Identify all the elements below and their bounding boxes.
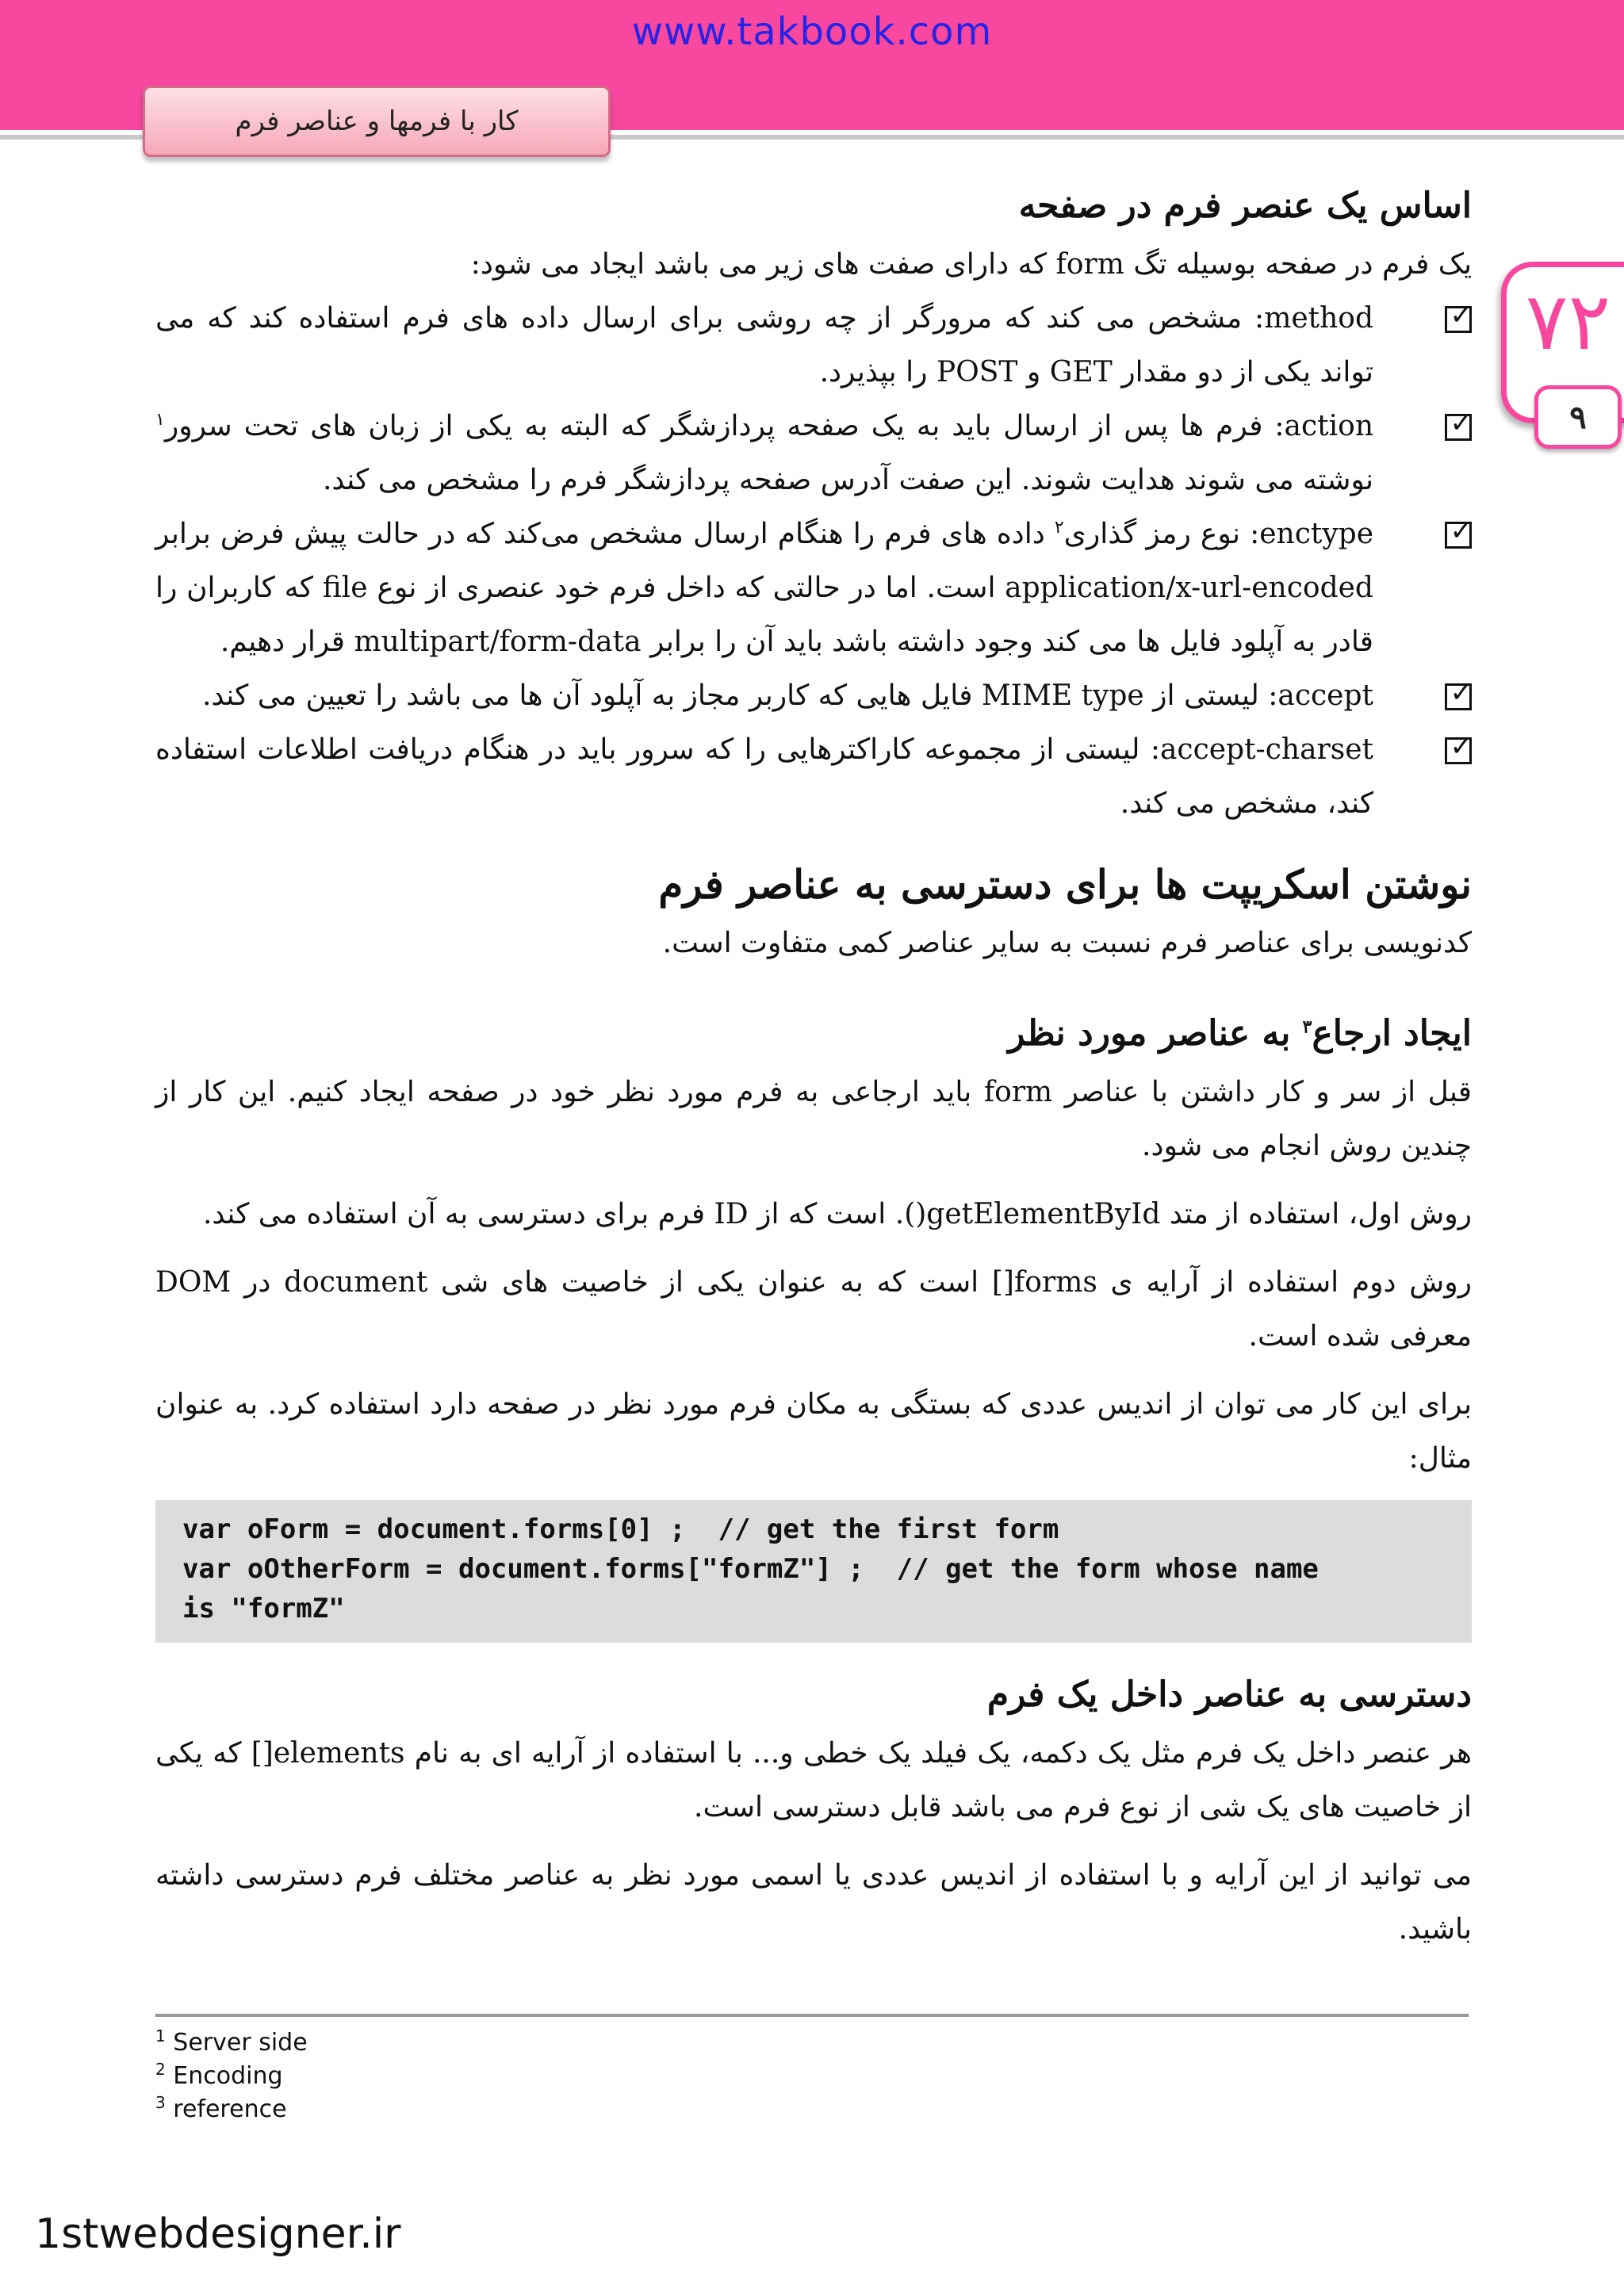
list-item-text: action: فرم ها پس از ارسال باید به یک صفحه پردازشگر که البته به یکی از زبان های تحت سرور	[164, 410, 1374, 442]
list-item-text: accept-charset: لیستی از مجموعه کاراکترهایی را که سرور باید در هنگام دریافت اطلاعات استفاده کند، مشخص می کند.	[155, 733, 1373, 820]
footnote	[155, 2026, 308, 2060]
list-item-text: نوشته می شوند هدایت شوند. این صفت آدرس صفحه پردازشگر فرم را مشخص می کند.	[322, 464, 1373, 496]
footnote-number: 1	[155, 2026, 166, 2045]
section-heading-elements: دسترسی به عناصر داخل یک فرم	[986, 1674, 1472, 1715]
list-item	[155, 669, 1472, 723]
chapter-title-tab: کار با فرمها و عناصر فرم	[143, 86, 611, 157]
paragraph: قبل از سر و کار داشتن با عناصر form باید ارجاعی به فرم مورد نظر خود در صفحه ایجاد کنیم. این کار از چندین روش انجام می شود.	[155, 1076, 1472, 1162]
list-item	[155, 400, 1472, 507]
paragraph: می توانید از این آرایه و با استفاده از اندیس عددی یا اسمی مورد نظر به عناصر مختلف فرم دسترسی داشته باشید.	[155, 1859, 1472, 1946]
list-item	[155, 723, 1472, 831]
footnote-ref: ۲	[1054, 518, 1064, 538]
attribute-list	[155, 292, 1472, 831]
checkbox-icon	[1445, 683, 1472, 710]
paragraph: برای این کار می توان از اندیس عددی که بستگی به مکان فرم مورد نظر در صفحه دارد استفاده کرد. به عنوان مثال:	[155, 1388, 1472, 1475]
footnote-number: 3	[155, 2093, 166, 2112]
paragraph: هر عنصر داخل یک فرم مثل یک دکمه، یک فیلد یک خطی و... با استفاده از آرایه ای به نام elements[] که یکی از خاصیت های یک شی از نوع فرم می باشد قابل دسترسی است.	[155, 1737, 1472, 1823]
checkbox-icon	[1445, 306, 1472, 333]
code-block: var oForm = document.forms[0] ; // get the first form var oOtherForm = document.forms["formZ"] ; // get the form whose name is "formZ"	[155, 1500, 1472, 1643]
paragraph: روش دوم استفاده از آرایه ی forms[] است که به عنوان یکی از خاصیت های شی document در DOM معرفی شده است.	[155, 1266, 1472, 1353]
heading-text: به عناصر مورد نظر	[1008, 1013, 1303, 1054]
paragraph: روش اول، استفاده از متد getElementById(). است که از ID فرم برای دسترسی به آن استفاده می کند.	[202, 1198, 1472, 1230]
list-item-text: method: مشخص می کند که مرورگر از چه روشی برای ارسال داده های فرم استفاده کند که می تواند یکی از دو مقدار GET و POST را بپذیرد.	[155, 302, 1373, 388]
heading-text: ایجاد ارجاع	[1312, 1013, 1472, 1054]
footnote-text: reference	[173, 2095, 287, 2123]
section-heading-reference	[155, 1002, 1472, 1066]
footnote-text: Server side	[173, 2029, 308, 2057]
section-heading-scripts: نوشتن اسکریپت ها برای دسترسی به عناصر فرم	[658, 861, 1472, 908]
list-item-text: داده های فرم را هنگام ارسال مشخص می‌کند که در حالت پیش فرض برابر application/x-url-encoded است. اما در حالتی که داخل فرم خود عنصری از نوع file که کاربران را قادر به آپلود فایل ها می کند وجود داشته باشد باید آن را برابر multipart/form-data قرار دهیم.	[155, 518, 1373, 658]
list-item-text: accept: لیستی از MIME type فایل هایی که کاربر مجاز به آپلود آن ها می باشد را تعیین می کند.	[201, 679, 1373, 712]
checkbox-icon	[1445, 522, 1472, 549]
list-item	[155, 507, 1472, 669]
footnote-ref: ۳	[1302, 1016, 1312, 1038]
checkbox-icon	[1445, 414, 1472, 441]
chapter-number: ۹	[1534, 385, 1622, 449]
site-url[interactable]: www.takbook.com	[631, 10, 993, 54]
section-intro: یک فرم در صفحه بوسیله تگ form که دارای صفت های زیر می باشد ایجاد می شود:	[470, 248, 1472, 281]
list-item-text: enctype: نوع رمز گذاری	[1063, 518, 1374, 550]
page-number: ۷۲	[1525, 275, 1611, 368]
section-intro: کدنویسی برای عناصر فرم نسبت به سایر عناصر کمی متفاوت است.	[662, 927, 1472, 959]
footnote-number: 2	[155, 2060, 166, 2079]
footnote	[155, 2060, 308, 2093]
footnotes	[155, 2026, 308, 2126]
checkbox-icon	[1445, 737, 1472, 764]
list-item	[155, 292, 1472, 400]
footnote-divider	[155, 2014, 1469, 2017]
section-heading-form-basics: اساس یک عنصر فرم در صفحه	[1018, 186, 1472, 226]
footnote-ref: ۱	[155, 410, 165, 430]
page-content	[155, 174, 1472, 1957]
footnote	[155, 2093, 308, 2126]
footnote-text: Encoding	[173, 2062, 283, 2090]
watermark: 1stwebdesigner.ir	[35, 2210, 401, 2258]
